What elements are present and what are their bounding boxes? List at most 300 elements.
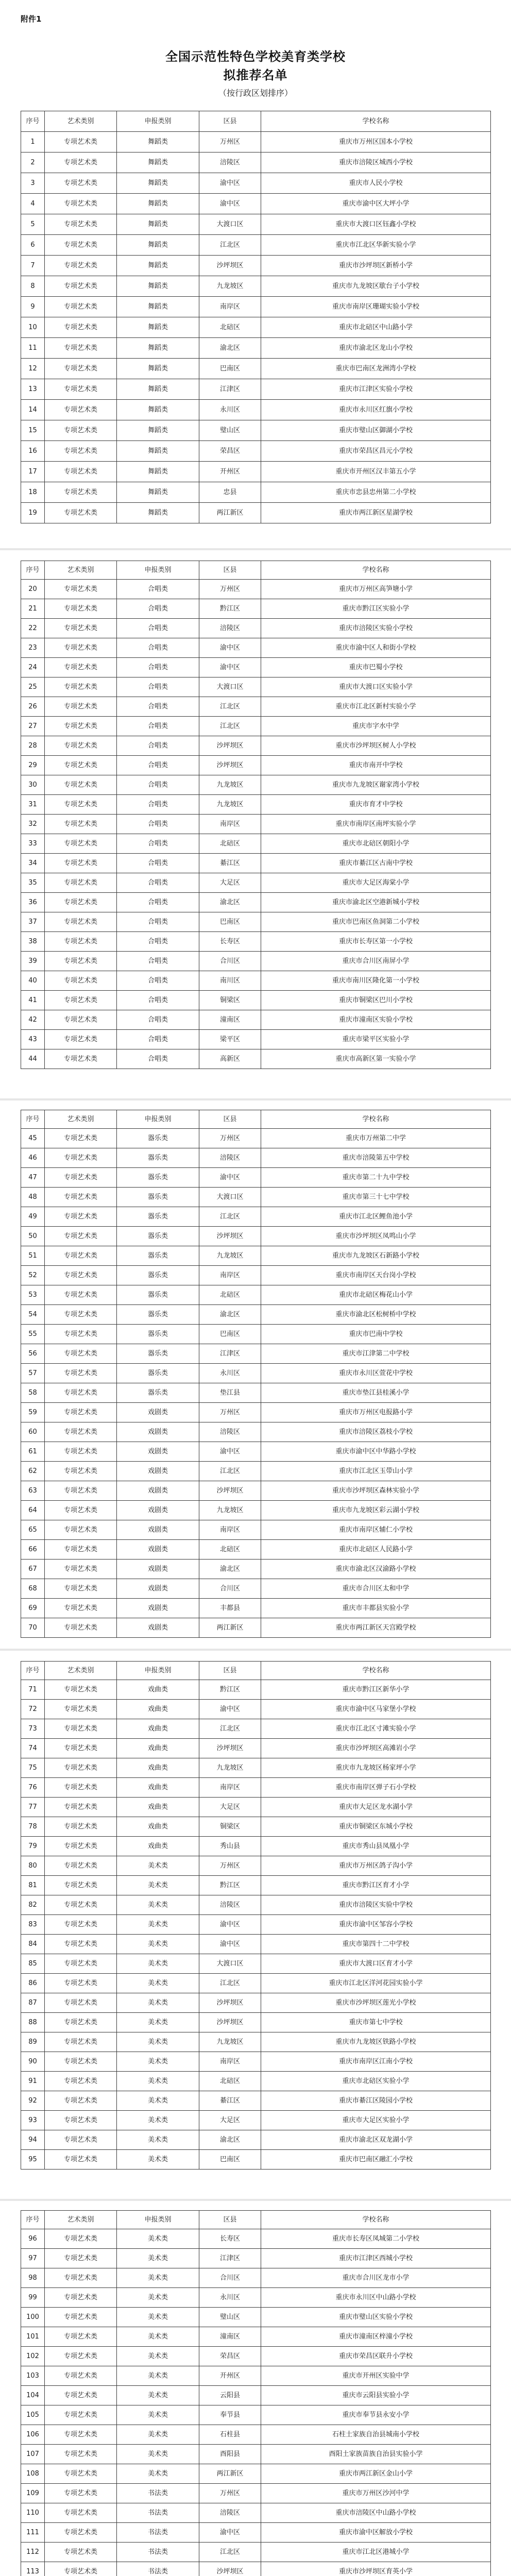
- cell-art-category: 专项艺术类: [45, 2150, 117, 2170]
- cell-art-category: 专项艺术类: [45, 379, 117, 400]
- cell-district: 九龙坡区: [199, 1758, 261, 1778]
- header-no: 序号: [21, 111, 45, 132]
- cell-no: 30: [21, 775, 45, 795]
- cell-school-name: 重庆市沙坪坝区莲光小学校: [261, 1993, 491, 2013]
- cell-art-category: 专项艺术类: [45, 756, 117, 775]
- cell-art-category: 专项艺术类: [45, 2032, 117, 2052]
- cell-district: 两江新区: [199, 1618, 261, 1638]
- cell-no: 98: [21, 2268, 45, 2288]
- cell-school-name: 重庆市渝中区马家堡小学校: [261, 1700, 491, 1719]
- cell-district: 渝中区: [199, 194, 261, 214]
- table-row: [21, 1739, 491, 1758]
- cell-apply-category: 美术类: [117, 2464, 199, 2484]
- cell-district: 南岸区: [199, 1778, 261, 1798]
- table-row: [21, 2032, 491, 2052]
- table-row: [21, 1856, 491, 1876]
- header-art-category: 艺术类别: [45, 111, 117, 132]
- header-art-category: 艺术类别: [45, 561, 117, 580]
- cell-school-name: 酉阳土家族苗族自治县实验小学: [261, 2445, 491, 2464]
- cell-apply-category: 合唱类: [117, 971, 199, 991]
- cell-district: 涪陵区: [199, 152, 261, 173]
- cell-apply-category: 舞蹈类: [117, 194, 199, 214]
- cell-no: 99: [21, 2288, 45, 2308]
- cell-apply-category: 器乐类: [117, 1129, 199, 1148]
- cell-art-category: 专项艺术类: [45, 952, 117, 971]
- cell-apply-category: 戏曲类: [117, 1798, 199, 1817]
- cell-art-category: 专项艺术类: [45, 2543, 117, 2562]
- cell-no: 75: [21, 1758, 45, 1778]
- table-row: [21, 2229, 491, 2249]
- cell-no: 106: [21, 2425, 45, 2445]
- cell-school-name: 重庆市渝北区龙山小学校: [261, 338, 491, 359]
- cell-school-name: 重庆市潼南区梓潼小学校: [261, 2327, 491, 2347]
- cell-apply-category: 器乐类: [117, 1344, 199, 1364]
- table-row: [21, 338, 491, 359]
- cell-art-category: 专项艺术类: [45, 971, 117, 991]
- table-row: [21, 717, 491, 736]
- cell-no: 8: [21, 276, 45, 297]
- cell-school-name: 重庆市潼南区实验小学校: [261, 1010, 491, 1030]
- cell-no: 74: [21, 1739, 45, 1758]
- cell-art-category: 专项艺术类: [45, 893, 117, 912]
- cell-district: 黔江区: [199, 1680, 261, 1700]
- cell-school-name: 重庆市渝中区解放小学校: [261, 2523, 491, 2543]
- header-district: 区县: [199, 561, 261, 580]
- cell-school-name: 重庆市綦江区陵园小学校: [261, 2091, 491, 2111]
- cell-no: 7: [21, 256, 45, 276]
- table-row: [21, 2445, 491, 2464]
- cell-no: 47: [21, 1168, 45, 1188]
- table-row: [21, 1778, 491, 1798]
- table-row: [21, 775, 491, 795]
- cell-apply-category: 戏剧类: [117, 1462, 199, 1481]
- cell-school-name: 重庆市南岸区珊瑚实验小学校: [261, 297, 491, 317]
- table-row: [21, 276, 491, 297]
- cell-district: 江津区: [199, 379, 261, 400]
- cell-art-category: 专项艺术类: [45, 580, 117, 599]
- cell-district: 渝中区: [199, 1915, 261, 1935]
- cell-art-category: 专项艺术类: [45, 854, 117, 873]
- cell-apply-category: 美术类: [117, 2268, 199, 2288]
- header-apply-category: 申报类别: [117, 1662, 199, 1680]
- cell-school-name: 重庆市第二十九中学校: [261, 1168, 491, 1188]
- cell-no: 72: [21, 1700, 45, 1719]
- cell-art-category: 专项艺术类: [45, 2366, 117, 2386]
- cell-art-category: 专项艺术类: [45, 775, 117, 795]
- cell-art-category: 专项艺术类: [45, 2268, 117, 2288]
- cell-art-category: 专项艺术类: [45, 1974, 117, 1993]
- document-subtitle: （按行政区划排序）: [218, 88, 293, 98]
- cell-apply-category: 戏剧类: [117, 1501, 199, 1520]
- cell-art-category: 专项艺术类: [45, 1837, 117, 1856]
- cell-district: 江北区: [199, 1462, 261, 1481]
- table-row: [21, 658, 491, 677]
- cell-school-name: 重庆市九龙坡区彩云湖小学校: [261, 1501, 491, 1520]
- cell-no: 33: [21, 834, 45, 854]
- cell-district: 合川区: [199, 2268, 261, 2288]
- cell-no: 21: [21, 599, 45, 619]
- table-row: [21, 1719, 491, 1739]
- cell-school-name: 重庆市江北区洋河花园实验小学: [261, 1974, 491, 1993]
- cell-district: 潼南区: [199, 1010, 261, 1030]
- header-art-category: 艺术类别: [45, 2211, 117, 2229]
- cell-school-name: 重庆市沙坪坝区树人小学校: [261, 736, 491, 756]
- table-row: [21, 462, 491, 482]
- cell-school-name: 重庆市南岸区弹子石小学校: [261, 1778, 491, 1798]
- cell-no: 90: [21, 2052, 45, 2072]
- cell-apply-category: 器乐类: [117, 1305, 199, 1325]
- header-district: 区县: [199, 2211, 261, 2229]
- cell-school-name: 重庆市两江新区金山小学: [261, 2464, 491, 2484]
- cell-apply-category: 戏曲类: [117, 1700, 199, 1719]
- cell-art-category: 专项艺术类: [45, 717, 117, 736]
- cell-no: 12: [21, 359, 45, 379]
- cell-apply-category: 合唱类: [117, 736, 199, 756]
- cell-no: 20: [21, 580, 45, 599]
- cell-apply-category: 书法类: [117, 2523, 199, 2543]
- cell-district: 万州区: [199, 132, 261, 152]
- cell-apply-category: 合唱类: [117, 580, 199, 599]
- cell-no: 23: [21, 638, 45, 658]
- cell-apply-category: 美术类: [117, 2013, 199, 2032]
- cell-district: 涪陵区: [199, 1148, 261, 1168]
- cell-apply-category: 舞蹈类: [117, 420, 199, 441]
- cell-district: 合川区: [199, 1579, 261, 1599]
- cell-apply-category: 美术类: [117, 2366, 199, 2386]
- cell-district: 渝北区: [199, 338, 261, 359]
- cell-apply-category: 书法类: [117, 2484, 199, 2503]
- cell-apply-category: 合唱类: [117, 815, 199, 834]
- cell-apply-category: 舞蹈类: [117, 235, 199, 256]
- table-row: [21, 2249, 491, 2268]
- table-row: [21, 2503, 491, 2523]
- cell-apply-category: 合唱类: [117, 854, 199, 873]
- cell-apply-category: 合唱类: [117, 991, 199, 1010]
- table-row: [21, 1618, 491, 1638]
- cell-school-name: 重庆市南岸区南坪实验小学: [261, 815, 491, 834]
- cell-district: 南岸区: [199, 1520, 261, 1540]
- cell-district: 巴南区: [199, 2150, 261, 2170]
- cell-no: 56: [21, 1344, 45, 1364]
- cell-art-category: 专项艺术类: [45, 1520, 117, 1540]
- cell-art-category: 专项艺术类: [45, 1719, 117, 1739]
- table-row: [21, 173, 491, 194]
- cell-art-category: 专项艺术类: [45, 173, 117, 194]
- cell-apply-category: 舞蹈类: [117, 441, 199, 462]
- cell-district: 南岸区: [199, 2052, 261, 2072]
- cell-district: 沙坪坝区: [199, 1481, 261, 1501]
- cell-district: 渝中区: [199, 638, 261, 658]
- cell-no: 95: [21, 2150, 45, 2170]
- cell-district: 沙坪坝区: [199, 2562, 261, 2576]
- cell-apply-category: 舞蹈类: [117, 152, 199, 173]
- table-row: [21, 214, 491, 235]
- cell-school-name: 重庆市开州区实验中学: [261, 2366, 491, 2386]
- cell-art-category: 专项艺术类: [45, 317, 117, 338]
- cell-apply-category: 器乐类: [117, 1168, 199, 1188]
- cell-no: 32: [21, 815, 45, 834]
- cell-art-category: 专项艺术类: [45, 1442, 117, 1462]
- cell-district: 荣昌区: [199, 2347, 261, 2366]
- cell-district: 万州区: [199, 580, 261, 599]
- cell-district: 开州区: [199, 462, 261, 482]
- cell-art-category: 专项艺术类: [45, 1364, 117, 1383]
- header-apply-category: 申报类别: [117, 111, 199, 132]
- cell-district: 渝北区: [199, 2130, 261, 2150]
- table-row: [21, 952, 491, 971]
- cell-school-name: 重庆市两江新区天宫殿学校: [261, 1618, 491, 1638]
- cell-school-name: 重庆市江北区新村实验小学: [261, 697, 491, 717]
- cell-art-category: 专项艺术类: [45, 1403, 117, 1422]
- cell-apply-category: 合唱类: [117, 912, 199, 932]
- table-row: [21, 256, 491, 276]
- cell-apply-category: 书法类: [117, 2543, 199, 2562]
- cell-art-category: 专项艺术类: [45, 912, 117, 932]
- cell-district: 万州区: [199, 1129, 261, 1148]
- cell-district: 江北区: [199, 1974, 261, 1993]
- cell-school-name: 重庆市大足区海棠小学: [261, 873, 491, 893]
- cell-apply-category: 戏曲类: [117, 1778, 199, 1798]
- cell-art-category: 专项艺术类: [45, 2523, 117, 2543]
- cell-school-name: 重庆市渝中区大坪小学: [261, 194, 491, 214]
- table-row: [21, 991, 491, 1010]
- table-row: [21, 2484, 491, 2503]
- table-row: [21, 2013, 491, 2032]
- cell-school-name: 重庆市沙坪坝区高滩岩小学: [261, 1739, 491, 1758]
- cell-apply-category: 美术类: [117, 2445, 199, 2464]
- cell-district: 梁平区: [199, 1030, 261, 1049]
- cell-art-category: 专项艺术类: [45, 697, 117, 717]
- cell-school-name: 重庆市第三十七中学校: [261, 1188, 491, 1207]
- header-no: 序号: [21, 561, 45, 580]
- table-row: [21, 1876, 491, 1895]
- cell-art-category: 专项艺术类: [45, 1246, 117, 1266]
- cell-district: 江津区: [199, 1344, 261, 1364]
- cell-district: 渝北区: [199, 1305, 261, 1325]
- cell-art-category: 专项艺术类: [45, 1383, 117, 1403]
- cell-apply-category: 器乐类: [117, 1364, 199, 1383]
- table-row: [21, 1680, 491, 1700]
- table-row: [21, 795, 491, 815]
- cell-district: 铜梁区: [199, 991, 261, 1010]
- table-row: [21, 2150, 491, 2170]
- cell-apply-category: 美术类: [117, 2150, 199, 2170]
- cell-school-name: 重庆市巴南区龙洲湾小学校: [261, 359, 491, 379]
- table-row: [21, 503, 491, 523]
- cell-district: 石柱县: [199, 2425, 261, 2445]
- cell-art-category: 专项艺术类: [45, 1168, 117, 1188]
- cell-art-category: 专项艺术类: [45, 1856, 117, 1876]
- cell-no: 61: [21, 1442, 45, 1462]
- table-row: [21, 1560, 491, 1579]
- cell-art-category: 专项艺术类: [45, 503, 117, 523]
- page-4: [0, 1651, 511, 2199]
- cell-apply-category: 书法类: [117, 2562, 199, 2576]
- cell-district: 潼南区: [199, 2327, 261, 2347]
- table-row: [21, 1285, 491, 1305]
- cell-school-name: 重庆市大足区实验小学: [261, 2111, 491, 2130]
- cell-art-category: 专项艺术类: [45, 1010, 117, 1030]
- cell-school-name: 重庆市江北区港城小学: [261, 2543, 491, 2562]
- cell-district: 大足区: [199, 2111, 261, 2130]
- cell-apply-category: 合唱类: [117, 834, 199, 854]
- table-row: [21, 1579, 491, 1599]
- header-district: 区县: [199, 1110, 261, 1129]
- cell-school-name: 重庆市沙坪坝区森林实验小学: [261, 1481, 491, 1501]
- cell-art-category: 专项艺术类: [45, 1188, 117, 1207]
- cell-school-name: 重庆市江北区华新实验小学: [261, 235, 491, 256]
- cell-no: 81: [21, 1876, 45, 1895]
- cell-apply-category: 舞蹈类: [117, 482, 199, 503]
- cell-apply-category: 合唱类: [117, 1030, 199, 1049]
- cell-no: 35: [21, 873, 45, 893]
- cell-apply-category: 戏曲类: [117, 1817, 199, 1837]
- cell-apply-category: 美术类: [117, 2052, 199, 2072]
- cell-no: 88: [21, 2013, 45, 2032]
- table-row: [21, 580, 491, 599]
- cell-art-category: 专项艺术类: [45, 2445, 117, 2464]
- cell-art-category: 专项艺术类: [45, 2484, 117, 2503]
- cell-no: 53: [21, 1285, 45, 1305]
- cell-art-category: 专项艺术类: [45, 1325, 117, 1344]
- cell-apply-category: 舞蹈类: [117, 256, 199, 276]
- cell-school-name: 重庆市万州区高笋塘小学: [261, 580, 491, 599]
- cell-school-name: 重庆市万州区国本小学校: [261, 132, 491, 152]
- cell-art-category: 专项艺术类: [45, 1266, 117, 1285]
- cell-district: 江北区: [199, 697, 261, 717]
- cell-school-name: 重庆市万州区沙河中学: [261, 2484, 491, 2503]
- cell-district: 璧山区: [199, 420, 261, 441]
- table-row: [21, 1129, 491, 1148]
- cell-district: 大足区: [199, 1798, 261, 1817]
- cell-school-name: 重庆市人民小学校: [261, 173, 491, 194]
- cell-apply-category: 戏剧类: [117, 1403, 199, 1422]
- cell-district: 南岸区: [199, 297, 261, 317]
- cell-apply-category: 合唱类: [117, 599, 199, 619]
- page-2: [0, 550, 511, 1098]
- cell-school-name: 重庆市涪陵区实验中学校: [261, 1895, 491, 1915]
- cell-no: 29: [21, 756, 45, 775]
- cell-no: 55: [21, 1325, 45, 1344]
- cell-district: 黔江区: [199, 599, 261, 619]
- cell-apply-category: 美术类: [117, 1954, 199, 1974]
- cell-art-category: 专项艺术类: [45, 1954, 117, 1974]
- cell-art-category: 专项艺术类: [45, 599, 117, 619]
- cell-no: 91: [21, 2072, 45, 2091]
- table-row: [21, 379, 491, 400]
- table-row: [21, 2268, 491, 2288]
- cell-art-category: 专项艺术类: [45, 1049, 117, 1069]
- table-row: [21, 2523, 491, 2543]
- page-5: [0, 2201, 511, 2576]
- cell-art-category: 专项艺术类: [45, 1227, 117, 1246]
- cell-school-name: 重庆市渝中区人和街小学校: [261, 638, 491, 658]
- cell-district: 渝中区: [199, 1935, 261, 1954]
- cell-district: 沙坪坝区: [199, 736, 261, 756]
- cell-art-category: 专项艺术类: [45, 1540, 117, 1560]
- cell-apply-category: 美术类: [117, 2249, 199, 2268]
- cell-district: 江北区: [199, 2543, 261, 2562]
- cell-apply-category: 舞蹈类: [117, 462, 199, 482]
- cell-school-name: 重庆市奉节县永安小学: [261, 2405, 491, 2425]
- cell-school-name: 重庆市第七中学校: [261, 2013, 491, 2032]
- cell-school-name: 重庆市秀山县凤凰小学: [261, 1837, 491, 1856]
- cell-school-name: 重庆市黔江区新华小学: [261, 1680, 491, 1700]
- cell-art-category: 专项艺术类: [45, 2249, 117, 2268]
- cell-district: 綦江区: [199, 2091, 261, 2111]
- cell-art-category: 专项艺术类: [45, 932, 117, 952]
- cell-apply-category: 美术类: [117, 2072, 199, 2091]
- header-school-name: 学校名称: [261, 2211, 491, 2229]
- table-row: [21, 1895, 491, 1915]
- cell-school-name: 重庆市万州第二中学: [261, 1129, 491, 1148]
- table-header-row: [21, 111, 491, 132]
- cell-apply-category: 器乐类: [117, 1148, 199, 1168]
- table-row: [21, 677, 491, 697]
- header-art-category: 艺术类别: [45, 1110, 117, 1129]
- table-row: [21, 971, 491, 991]
- cell-art-category: 专项艺术类: [45, 1129, 117, 1148]
- table-row: [21, 1481, 491, 1501]
- cell-art-category: 专项艺术类: [45, 1935, 117, 1954]
- cell-district: 大渡口区: [199, 214, 261, 235]
- cell-school-name: 重庆市万州区鸽子沟小学: [261, 1856, 491, 1876]
- cell-school-name: 重庆市涪陵区荔枝小学校: [261, 1422, 491, 1442]
- cell-apply-category: 美术类: [117, 2111, 199, 2130]
- cell-no: 19: [21, 503, 45, 523]
- cell-no: 108: [21, 2464, 45, 2484]
- cell-district: 长寿区: [199, 932, 261, 952]
- table-row: [21, 2562, 491, 2576]
- cell-art-category: 专项艺术类: [45, 1462, 117, 1481]
- cell-school-name: 重庆市巴南区融汇小学校: [261, 2150, 491, 2170]
- cell-district: 沙坪坝区: [199, 1227, 261, 1246]
- cell-district: 北碚区: [199, 2072, 261, 2091]
- cell-district: 永川区: [199, 400, 261, 420]
- cell-district: 沙坪坝区: [199, 1739, 261, 1758]
- cell-no: 28: [21, 736, 45, 756]
- cell-art-category: 专项艺术类: [45, 1798, 117, 1817]
- cell-no: 70: [21, 1618, 45, 1638]
- cell-no: 83: [21, 1915, 45, 1935]
- cell-no: 34: [21, 854, 45, 873]
- cell-district: 长寿区: [199, 2229, 261, 2249]
- cell-school-name: 重庆市九龙坡区石新路小学校: [261, 1246, 491, 1266]
- cell-art-category: 专项艺术类: [45, 482, 117, 503]
- school-list-table: [21, 1110, 491, 1638]
- cell-no: 78: [21, 1817, 45, 1837]
- school-list-table: [21, 111, 491, 523]
- cell-district: 铜梁区: [199, 1817, 261, 1837]
- cell-art-category: 专项艺术类: [45, 619, 117, 638]
- table-row: [21, 2072, 491, 2091]
- cell-school-name: 重庆市云阳县实验小学: [261, 2386, 491, 2405]
- cell-art-category: 专项艺术类: [45, 2072, 117, 2091]
- cell-art-category: 专项艺术类: [45, 834, 117, 854]
- cell-apply-category: 戏剧类: [117, 1520, 199, 1540]
- cell-apply-category: 美术类: [117, 2386, 199, 2405]
- cell-art-category: 专项艺术类: [45, 1758, 117, 1778]
- cell-district: 涪陵区: [199, 619, 261, 638]
- cell-apply-category: 舞蹈类: [117, 338, 199, 359]
- cell-apply-category: 合唱类: [117, 775, 199, 795]
- cell-no: 97: [21, 2249, 45, 2268]
- table-header-row: [21, 2211, 491, 2229]
- cell-art-category: 专项艺术类: [45, 1817, 117, 1837]
- cell-district: 黔江区: [199, 1876, 261, 1895]
- header-no: 序号: [21, 1662, 45, 1680]
- table-row: [21, 482, 491, 503]
